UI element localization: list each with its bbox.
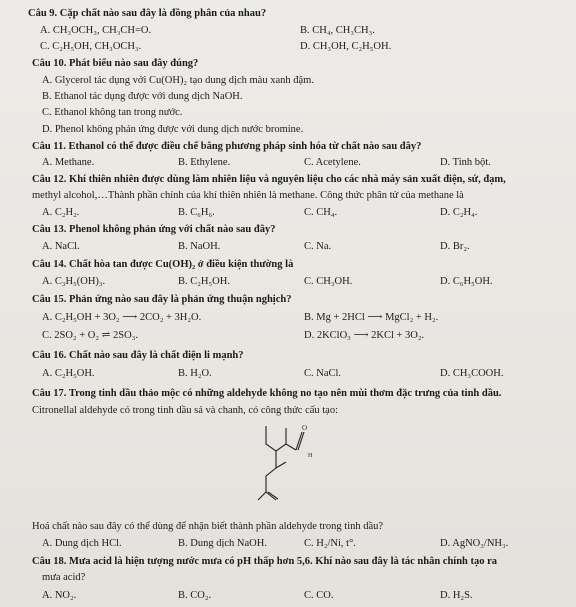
question-13-title: Câu 13. Phenol không phản ứng với chất nào sau đây? xyxy=(32,224,276,235)
question-17-ask: Hoá chất nào sau đây có thể dùng để nhận biết thành phần aldehyde trong tinh dầu? xyxy=(32,521,384,532)
q13-option-c: C. Na. xyxy=(304,241,332,252)
q15-option-b: B. Mg + 2HCl ⟶ MgCl₂ + H₂. xyxy=(304,312,439,323)
structure-aldehyde-bond xyxy=(286,444,296,450)
q18-option-d: D. H₂S. xyxy=(440,590,473,601)
q13-option-a: A. NaCl. xyxy=(42,241,80,252)
question-17-title-cont: Citronellal aldehyde có trong tinh dầu sả và chanh, có công thức cấu tạo: xyxy=(32,405,339,416)
q18-option-c: C. CO. xyxy=(304,590,334,601)
q15-option-d: D. 2KClO₃ ⟶ 2KCl + 3O₂. xyxy=(304,330,425,341)
q10-option-c: C. Ethanol không tan trong nước. xyxy=(42,107,183,118)
structure-chain-upper xyxy=(276,428,286,451)
question-18-title: Câu 18. Mưa acid là hiện tượng nước mưa có pH thấp hơn 5,6. Khí nào sau đây là tác nhân chính tạo ra xyxy=(32,556,498,567)
q17-option-c: C. H₂/Ni, t°. xyxy=(304,538,356,549)
question-9-title: Câu 9. Cặp chất nào sau đây là đồng phân của nhau? xyxy=(28,8,267,19)
q15-option-a: A. C₂H₅OH + 3O₂ ⟶ 2CO₂ + 3H₂O. xyxy=(42,312,202,323)
q12-option-d: D. C₂H₄. xyxy=(440,207,478,218)
q16-option-b: B. H₂O. xyxy=(178,368,212,379)
q16-option-a: A. C₂H₅OH. xyxy=(42,368,95,379)
q14-option-a: A. C₃H₅(OH)₃. xyxy=(42,276,106,287)
q13-option-d: D. Br₂. xyxy=(440,241,470,252)
question-17-title: Câu 17. Trong tinh dầu thảo mộc có những aldehyde không no tạo nên mùi thơm đặc trưng của tinh dầu. xyxy=(32,388,502,399)
q17-option-d: D. AgNO₃/NH₃. xyxy=(440,538,509,549)
question-15-title: Câu 15. Phản ứng nào sau đây là phản ứng thuận nghịch? xyxy=(32,294,292,305)
q9-option-c: C. C₂H₅OH, CH₃OCH₃. xyxy=(40,41,142,52)
q18-option-a: A. NO₂. xyxy=(42,590,77,601)
question-14-title: Câu 14. Chất hòa tan được Cu(OH)₂ ở điều kiện thường là xyxy=(32,259,294,270)
q11-option-d: D. Tinh bột. xyxy=(440,157,491,168)
structure-methyl xyxy=(276,462,286,468)
q14-option-d: D. C₆H₅OH. xyxy=(440,276,493,287)
structure-hydrogen-label: H xyxy=(308,453,313,459)
q17-option-b: B. Dung dịch NaOH. xyxy=(178,538,267,549)
question-16-title: Câu 16. Chất nào sau đây là chất điện li mạnh? xyxy=(32,350,244,361)
q13-option-b: B. NaOH. xyxy=(178,241,221,252)
q10-option-d: D. Phenol không phản ứng được với dung dịch nước bromine. xyxy=(42,124,304,135)
question-10-title: Câu 10. Phát biểu nào sau đây đúng? xyxy=(32,58,199,69)
q10-option-a: A. Glycerol tác dụng với Cu(OH)₂ tạo dung dịch màu xanh đậm. xyxy=(42,75,314,86)
q16-option-c: C. NaCl. xyxy=(304,368,342,379)
citronellal-skeletal-formula xyxy=(230,420,340,510)
q14-option-c: C. CH₃OH. xyxy=(304,276,353,287)
q12-option-b: B. C₆H₆. xyxy=(178,207,215,218)
q9-option-d: D. CH₃OH, C₂H₅OH. xyxy=(300,41,392,52)
q15-option-c: C. 2SO₂ + O₂ ⇌ 2SO₃. xyxy=(42,330,139,341)
q9-option-b: B. CH₄, CH₃CH₃. xyxy=(300,25,375,36)
q16-option-d: D. CH₃COOH. xyxy=(440,368,504,379)
q12-option-a: A. C₂H₂. xyxy=(42,207,80,218)
q10-option-b: B. Ethanol tác dụng được với dung dịch NaOH. xyxy=(42,91,243,102)
q17-option-a: A. Dung dịch HCl. xyxy=(42,538,122,549)
q9-option-a: A. CH₃OCH₃, CH₃CH=O. xyxy=(40,25,152,36)
citronellal-structure-diagram xyxy=(230,420,340,510)
question-11-title: Câu 11. Ethanol có thể được điều chế bằng phương pháp sinh hóa từ chất nào sau đây? xyxy=(32,141,422,152)
question-12-title: Câu 12. Khí thiên nhiên được dùng làm nhiên liệu và nguyên liệu cho các nhà máy sản xuất điện, sứ, đạm, xyxy=(32,174,506,185)
structure-oxygen-label: O xyxy=(302,424,308,432)
q14-option-b: B. C₂H₅OH. xyxy=(178,276,230,287)
question-18-title-cont: mưa acid? xyxy=(42,572,86,583)
q11-option-a: A. Methane. xyxy=(42,157,95,168)
q18-option-b: B. CO₂. xyxy=(178,590,212,601)
q11-option-c: C. Acetylene. xyxy=(304,157,361,168)
question-12-title-cont: methyl alcohol,…Thành phần chính của khí thiên nhiên là methane. Công thức phân tử của methane là xyxy=(32,190,464,201)
structure-chain xyxy=(258,426,276,500)
q12-option-c: C. CH₄. xyxy=(304,207,338,218)
q11-option-b: B. Ethylene. xyxy=(178,157,231,168)
